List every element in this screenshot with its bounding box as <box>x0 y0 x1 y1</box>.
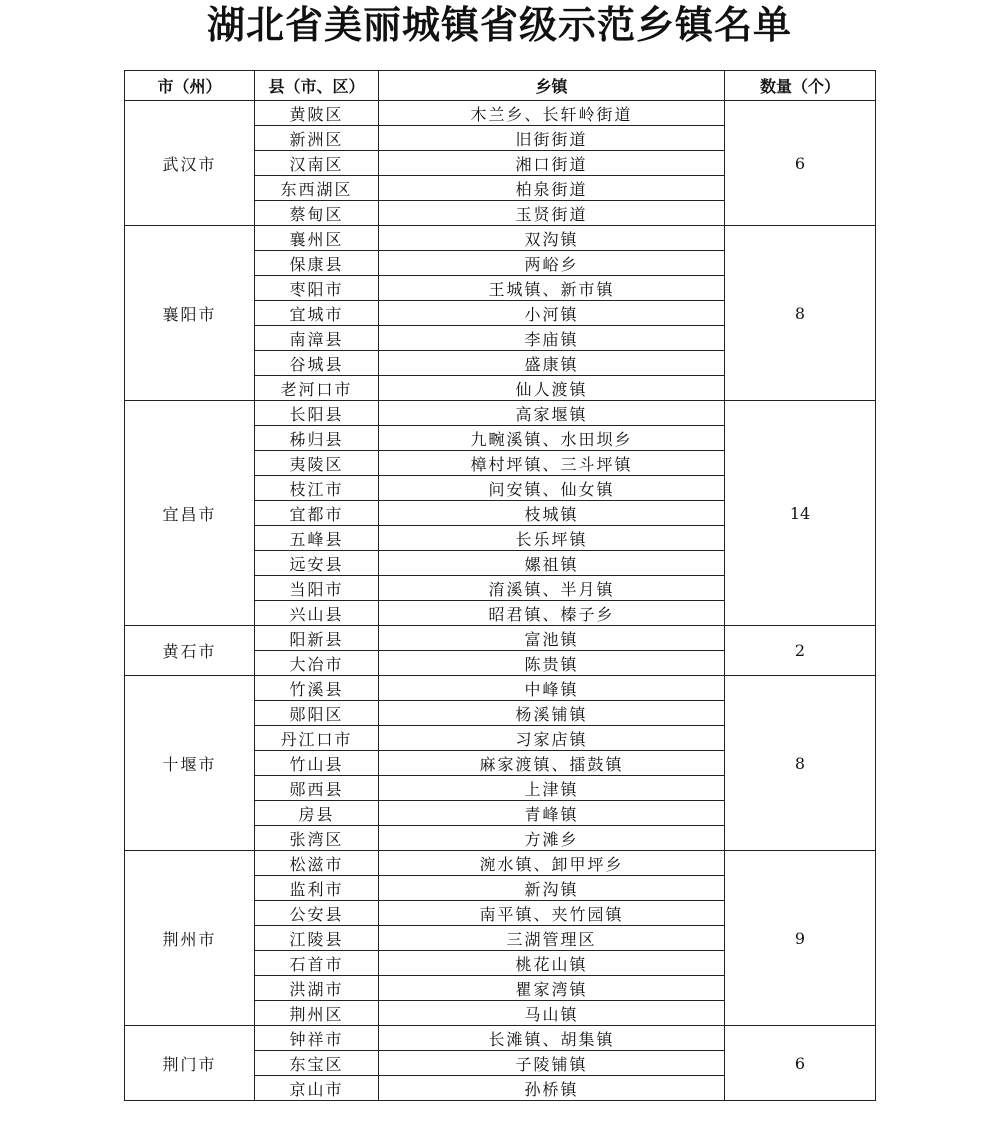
county-cell: 房县 <box>255 801 379 826</box>
town-cell: 九畹溪镇、水田坝乡 <box>379 426 725 451</box>
town-cell: 南平镇、夹竹园镇 <box>379 901 725 926</box>
county-cell: 秭归县 <box>255 426 379 451</box>
county-cell: 南漳县 <box>255 326 379 351</box>
county-cell: 松滋市 <box>255 851 379 876</box>
town-cell: 桃花山镇 <box>379 951 725 976</box>
town-cell: 瞿家湾镇 <box>379 976 725 1001</box>
town-cell: 习家店镇 <box>379 726 725 751</box>
town-cell: 长乐坪镇 <box>379 526 725 551</box>
table-row <box>125 401 876 426</box>
town-cell: 小河镇 <box>379 301 725 326</box>
county-cell: 夷陵区 <box>255 451 379 476</box>
county-cell: 荆州区 <box>255 1001 379 1026</box>
county-cell: 宜城市 <box>255 301 379 326</box>
town-cell: 樟村坪镇、三斗坪镇 <box>379 451 725 476</box>
header-town: 乡镇 <box>379 71 725 101</box>
county-cell: 京山市 <box>255 1076 379 1101</box>
county-cell: 襄州区 <box>255 226 379 251</box>
count-cell: 8 <box>725 676 876 851</box>
town-list-table <box>124 70 876 1101</box>
town-cell: 嫘祖镇 <box>379 551 725 576</box>
county-cell: 公安县 <box>255 901 379 926</box>
town-cell: 高家堰镇 <box>379 401 725 426</box>
county-cell: 大冶市 <box>255 651 379 676</box>
town-cell: 陈贵镇 <box>379 651 725 676</box>
county-cell: 蔡甸区 <box>255 201 379 226</box>
count-cell: 2 <box>725 626 876 676</box>
county-cell: 远安县 <box>255 551 379 576</box>
town-cell: 孙桥镇 <box>379 1076 725 1101</box>
town-cell: 李庙镇 <box>379 326 725 351</box>
town-cell: 仙人渡镇 <box>379 376 725 401</box>
town-cell: 三湖管理区 <box>379 926 725 951</box>
county-cell: 谷城县 <box>255 351 379 376</box>
town-cell: 柏泉街道 <box>379 176 725 201</box>
count-cell: 6 <box>725 1026 876 1101</box>
county-cell: 钟祥市 <box>255 1026 379 1051</box>
table-header-row <box>125 71 876 101</box>
county-cell: 郧西县 <box>255 776 379 801</box>
town-cell: 子陵铺镇 <box>379 1051 725 1076</box>
county-cell: 老河口市 <box>255 376 379 401</box>
header-county: 县（市、区） <box>255 71 379 101</box>
county-cell: 张湾区 <box>255 826 379 851</box>
county-cell: 洪湖市 <box>255 976 379 1001</box>
county-cell: 丹江口市 <box>255 726 379 751</box>
page-title: 湖北省美丽城镇省级示范乡镇名单 <box>206 3 792 47</box>
city-cell: 十堰市 <box>125 676 255 851</box>
town-cell: 淯溪镇、半月镇 <box>379 576 725 601</box>
county-cell: 竹山县 <box>255 751 379 776</box>
count-cell: 8 <box>725 226 876 401</box>
table-row <box>125 1026 876 1051</box>
town-cell: 上津镇 <box>379 776 725 801</box>
city-cell: 武汉市 <box>125 101 255 226</box>
table-row <box>125 851 876 876</box>
county-cell: 汉南区 <box>255 151 379 176</box>
county-cell: 竹溪县 <box>255 676 379 701</box>
town-cell: 王城镇、新市镇 <box>379 276 725 301</box>
town-cell: 湘口街道 <box>379 151 725 176</box>
county-cell: 枝江市 <box>255 476 379 501</box>
county-cell: 宜都市 <box>255 501 379 526</box>
city-cell: 宜昌市 <box>125 401 255 626</box>
county-cell: 五峰县 <box>255 526 379 551</box>
town-cell: 玉贤街道 <box>379 201 725 226</box>
town-cell: 杨溪铺镇 <box>379 701 725 726</box>
town-cell: 涴水镇、卸甲坪乡 <box>379 851 725 876</box>
town-cell: 长滩镇、胡集镇 <box>379 1026 725 1051</box>
count-cell: 9 <box>725 851 876 1026</box>
county-cell: 东宝区 <box>255 1051 379 1076</box>
town-cell: 中峰镇 <box>379 676 725 701</box>
count-cell: 6 <box>725 101 876 226</box>
town-cell: 昭君镇、榛子乡 <box>379 601 725 626</box>
header-city: 市（州） <box>125 71 255 101</box>
town-cell: 富池镇 <box>379 626 725 651</box>
county-cell: 郧阳区 <box>255 701 379 726</box>
county-cell: 江陵县 <box>255 926 379 951</box>
table-body <box>125 101 876 1101</box>
town-cell: 盛康镇 <box>379 351 725 376</box>
table-row <box>125 626 876 651</box>
town-cell: 旧街街道 <box>379 126 725 151</box>
header-count: 数量（个） <box>725 71 876 101</box>
city-cell: 荆州市 <box>125 851 255 1026</box>
count-cell: 14 <box>725 401 876 626</box>
city-cell: 荆门市 <box>125 1026 255 1101</box>
town-cell: 新沟镇 <box>379 876 725 901</box>
town-cell: 方滩乡 <box>379 826 725 851</box>
county-cell: 东西湖区 <box>255 176 379 201</box>
town-cell: 木兰乡、长轩岭街道 <box>379 101 725 126</box>
town-cell: 青峰镇 <box>379 801 725 826</box>
town-cell: 问安镇、仙女镇 <box>379 476 725 501</box>
county-cell: 监利市 <box>255 876 379 901</box>
town-cell: 马山镇 <box>379 1001 725 1026</box>
county-cell: 长阳县 <box>255 401 379 426</box>
county-cell: 阳新县 <box>255 626 379 651</box>
county-cell: 兴山县 <box>255 601 379 626</box>
county-cell: 保康县 <box>255 251 379 276</box>
table-row <box>125 226 876 251</box>
table-row <box>125 101 876 126</box>
county-cell: 石首市 <box>255 951 379 976</box>
town-cell: 两峪乡 <box>379 251 725 276</box>
county-cell: 枣阳市 <box>255 276 379 301</box>
city-cell: 黄石市 <box>125 626 255 676</box>
town-cell: 麻家渡镇、擂鼓镇 <box>379 751 725 776</box>
town-cell: 枝城镇 <box>379 501 725 526</box>
town-cell: 双沟镇 <box>379 226 725 251</box>
county-cell: 黄陂区 <box>255 101 379 126</box>
table-row <box>125 676 876 701</box>
county-cell: 当阳市 <box>255 576 379 601</box>
city-cell: 襄阳市 <box>125 226 255 401</box>
county-cell: 新洲区 <box>255 126 379 151</box>
